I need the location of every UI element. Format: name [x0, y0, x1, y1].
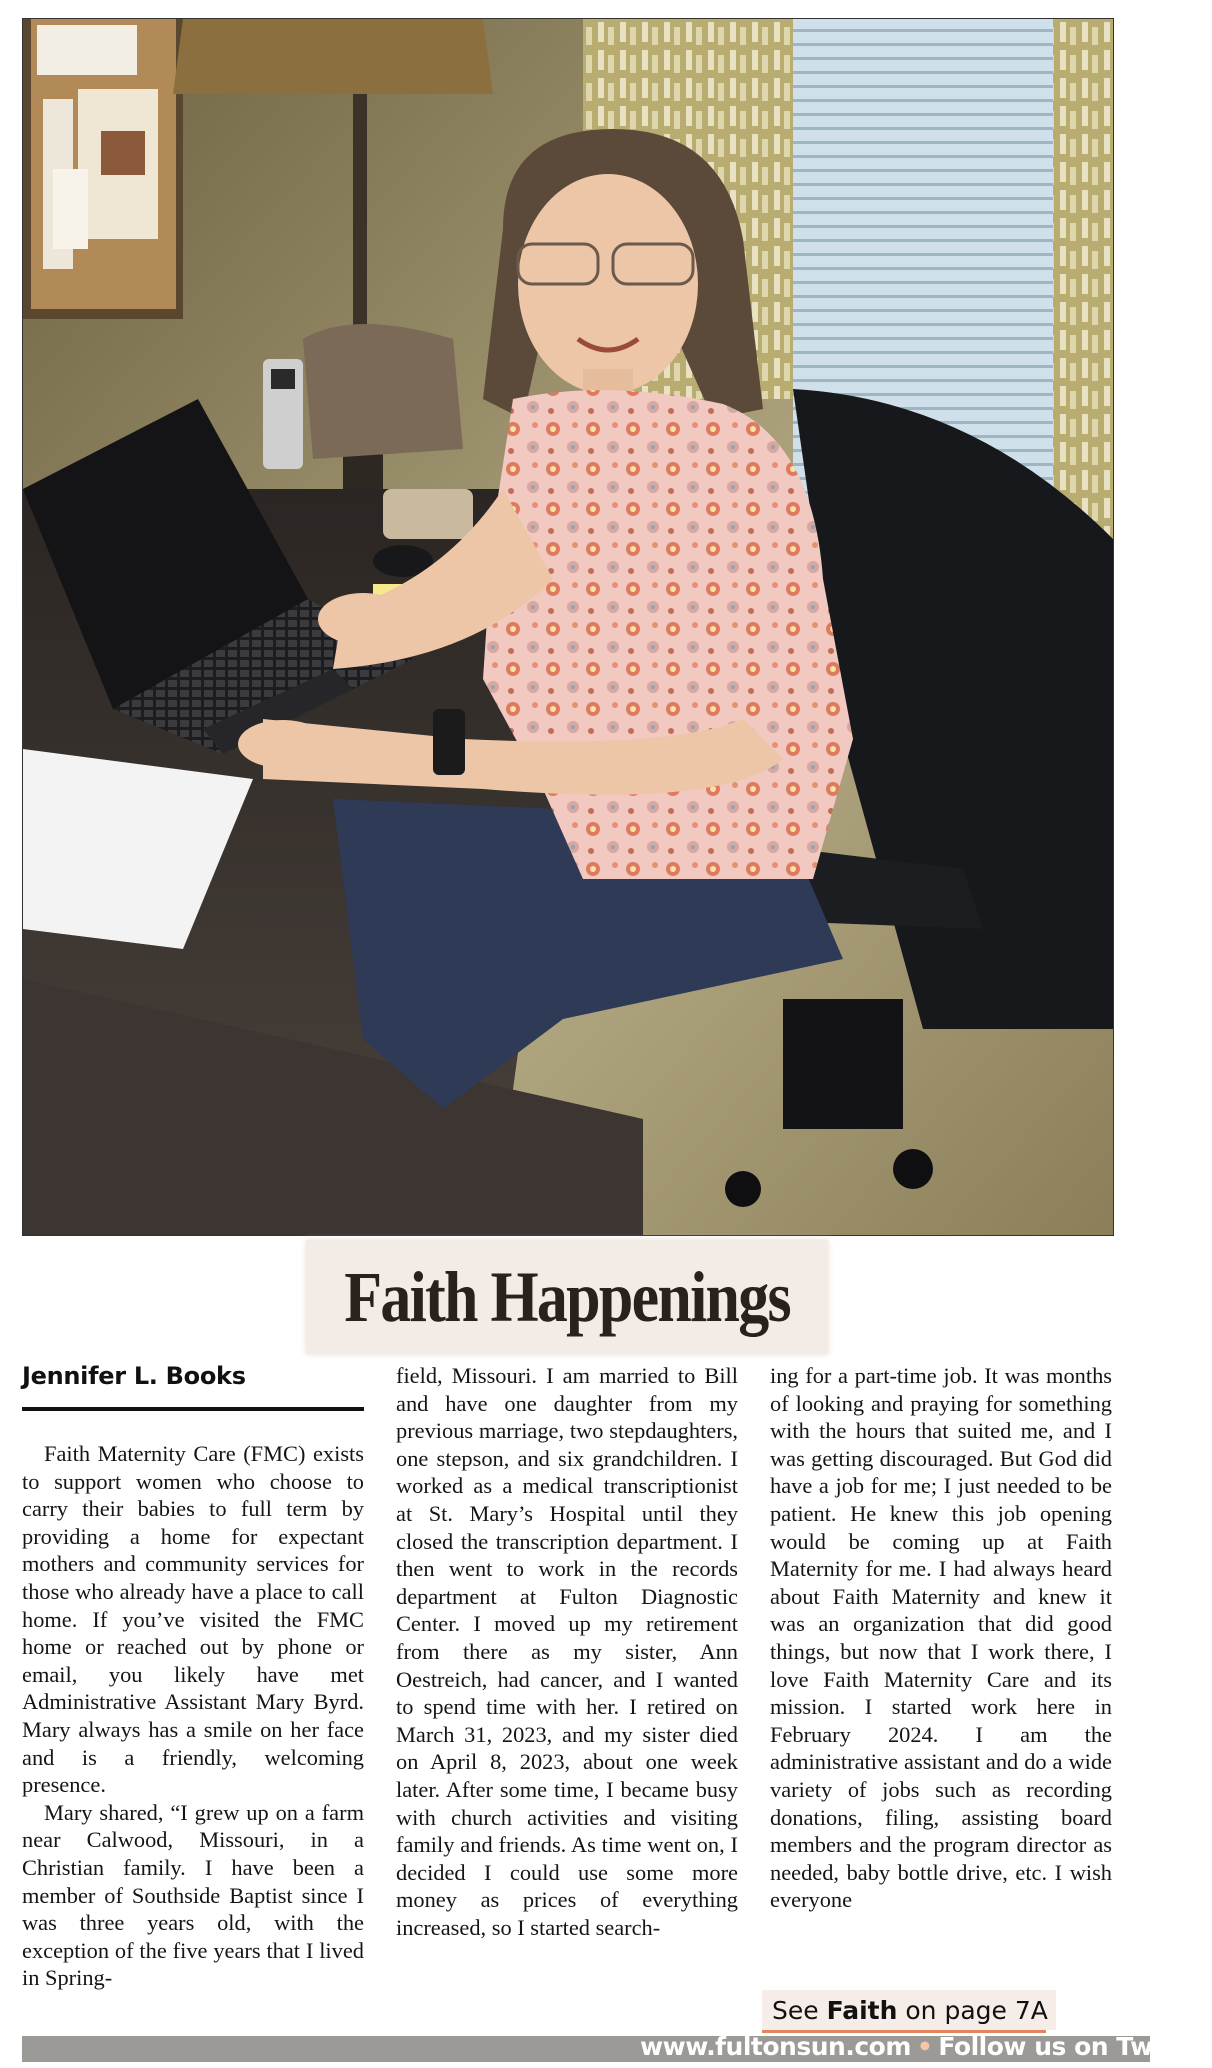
- article-column-3: [770, 1362, 1112, 1914]
- footer-social-link[interactable]: Follow us on Twitter: [938, 2032, 1212, 2061]
- article-paragraph: Mary shared, “I grew up on a farm near Calwood, Missouri, in a Christian family. I have been a member of Southside Baptist since I was three years old, with the exception of the five years that I lived in Spring-: [22, 1799, 364, 1991]
- jump-prefix: See: [772, 1995, 819, 2025]
- headline-banner: [306, 1240, 828, 1354]
- byline-rule: [22, 1407, 364, 1411]
- footer-separator: •: [916, 2032, 933, 2061]
- article-paragraph: field, Missouri. I am married to Bill and have one daughter from my previous marriage, two stepdaughters, one stepson, and six grandchildren. I worked as a medical transcriptionist at St. Mary’s Hospital until they closed the transcription department. I then went to work in the records department at Fulton Diagnostic Center. I moved up my retirement from there as my sister, Ann Oestreich, had cancer, and I wanted to spend time with her. I retired on March 31, 2023, and my sister died on April 8, 2023, about one week later. After some time, I became busy with church activities and visiting family and friends. As time went on, I decided I could use some more money as prices of everything increased, so I started search-: [396, 1363, 738, 1940]
- article-paragraph: ing for a part-time job. It was months of looking and praying for something with the hours that suited me, and I was getting discouraged. But God did have a job for me; I just needed to be patient. He knew this job opening would be coming up at Faith Maternity for me. I had always heard about Faith Maternity and knew it was an organization that did good things, but now that I work there, I love Faith Maternity Care and its mission. I started work here in February 2024. I am the administrative assistant and do a wide variety of jobs such as recording donations, filing, assisting board members and the program director as needed, baby bottle drive, etc. I wish everyone: [770, 1363, 1112, 1913]
- article-column-1: [22, 1440, 364, 1992]
- office-scene-illustration: [23, 19, 1113, 1235]
- jump-keyword: Faith: [826, 1995, 898, 2025]
- footer-website-link[interactable]: www.fultonsun.com: [640, 2032, 911, 2061]
- footer-text: [640, 2032, 1212, 2061]
- article-paragraph: Faith Maternity Care (FMC) exists to support women who choose to carry their babies to full term by providing a home for expectant mothers and community services for those who already have a place to call home. If you’ve visited the FMC home or reached out by phone or email, you likely have met Administrative Assistant Mary Byrd. Mary always has a smile on her face and is a friendly, welcoming presence.: [22, 1441, 364, 1798]
- jump-line[interactable]: [762, 1990, 1056, 2030]
- jump-suffix: on page 7A: [905, 1995, 1048, 2025]
- article-column-2: [396, 1362, 738, 1941]
- byline: Jennifer L. Books: [22, 1362, 246, 1390]
- feature-photo: [22, 18, 1114, 1236]
- headline: Faith Happenings: [344, 1256, 790, 1337]
